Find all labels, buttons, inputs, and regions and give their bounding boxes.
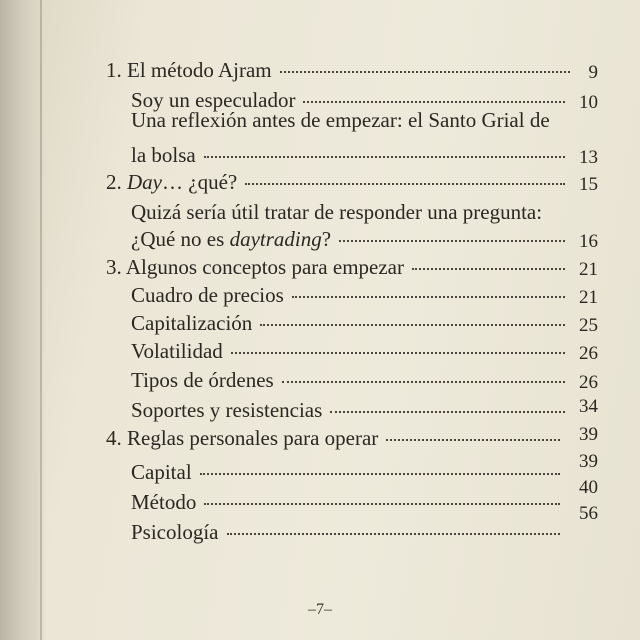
- leader-dots: [204, 156, 565, 158]
- toc-entry-label: Soportes y resistencias: [131, 398, 323, 422]
- toc-entry-section: [131, 229, 571, 250]
- toc-entry-rest: … ¿qué?: [162, 170, 238, 194]
- toc-entry-page: 26: [579, 372, 598, 393]
- toc-entry-page: 15: [579, 174, 598, 195]
- toc-entry-number: 2.: [106, 170, 127, 194]
- toc-entry-label: [106, 172, 237, 193]
- leader-dots: [330, 411, 565, 413]
- toc-entry-label-line1: Quizá sería útil tratar de responder una pregunta:: [131, 200, 543, 224]
- toc-entry-section: [131, 400, 571, 421]
- toc-entry-label-line1: Una reflexión antes de empezar: el Santo Grial de: [131, 108, 550, 132]
- page-number-footer: –7–: [308, 601, 332, 618]
- toc-entry-chapter-4: [106, 428, 566, 449]
- toc-entry-label: Cuadro de precios: [131, 283, 284, 307]
- leader-dots: [227, 533, 561, 535]
- toc-entry-page: 21: [579, 287, 598, 308]
- leader-dots: [292, 296, 565, 298]
- toc-entry-label: Volatilidad: [131, 339, 223, 363]
- toc-entry-page: 21: [579, 259, 598, 280]
- toc-entry-page: 25: [579, 315, 598, 336]
- toc-entry-section: [131, 285, 571, 306]
- toc-entry-label: 3. Algunos conceptos para empezar: [106, 255, 404, 279]
- toc-entry-page: 40: [579, 477, 598, 498]
- toc-entry-page: 13: [579, 147, 598, 168]
- leader-dots: [339, 240, 565, 242]
- leader-dots: [386, 439, 560, 441]
- toc-entry-label: Tipos de órdenes: [131, 368, 274, 392]
- toc-entry-section: [131, 341, 571, 362]
- toc-entry-section: [131, 145, 571, 166]
- toc-entry-label: Capital: [131, 460, 192, 484]
- toc-entry-label: Soy un especulador: [131, 88, 296, 112]
- leader-dots: [245, 183, 565, 185]
- toc-entry-chapter-3: [106, 257, 571, 278]
- toc-entry-section: [131, 522, 566, 543]
- toc-entry-label-line2: la bolsa: [131, 143, 196, 167]
- toc-entry-label-post: ?: [321, 227, 332, 251]
- toc-entry-page: 26: [579, 343, 598, 364]
- leader-dots: [260, 324, 565, 326]
- leader-dots: [200, 473, 560, 475]
- toc-entry-label: 4. Reglas personales para operar: [106, 426, 379, 450]
- leader-dots: [303, 101, 565, 103]
- toc-entry-label: Capitalización: [131, 311, 253, 335]
- toc-entry-page: 16: [579, 231, 598, 252]
- toc-entry-page: 39: [579, 451, 598, 472]
- leader-dots: [204, 503, 560, 505]
- toc-entry-label: 1. El método Ajram: [106, 58, 272, 82]
- leader-dots: [282, 381, 565, 383]
- toc-entry-label: Método: [131, 490, 197, 514]
- toc-entry-label-line2: [131, 229, 331, 250]
- toc-entry-label-pre: ¿Qué no es: [131, 227, 230, 251]
- toc-entry-label: Psicología: [131, 520, 219, 544]
- leader-dots: [231, 352, 565, 354]
- toc-entry-section: [131, 370, 571, 391]
- toc-entry-page: 56: [579, 503, 598, 524]
- toc-entry-page: 34: [579, 396, 598, 417]
- toc-entry-italic: daytrading: [229, 227, 322, 251]
- leader-dots: [280, 71, 570, 73]
- toc-entry-page: 39: [579, 424, 598, 445]
- toc-entry-section: [131, 492, 566, 513]
- toc-entry-italic: Day: [127, 170, 162, 194]
- toc-entry-section: [131, 313, 571, 334]
- toc-entry-section: [131, 462, 566, 483]
- toc-entry-chapter-1: [106, 60, 576, 81]
- leader-dots: [412, 268, 565, 270]
- toc-entry-page: 10: [579, 92, 598, 113]
- toc-entry-chapter-2: [106, 172, 571, 193]
- toc-entry-page: 9: [588, 62, 598, 83]
